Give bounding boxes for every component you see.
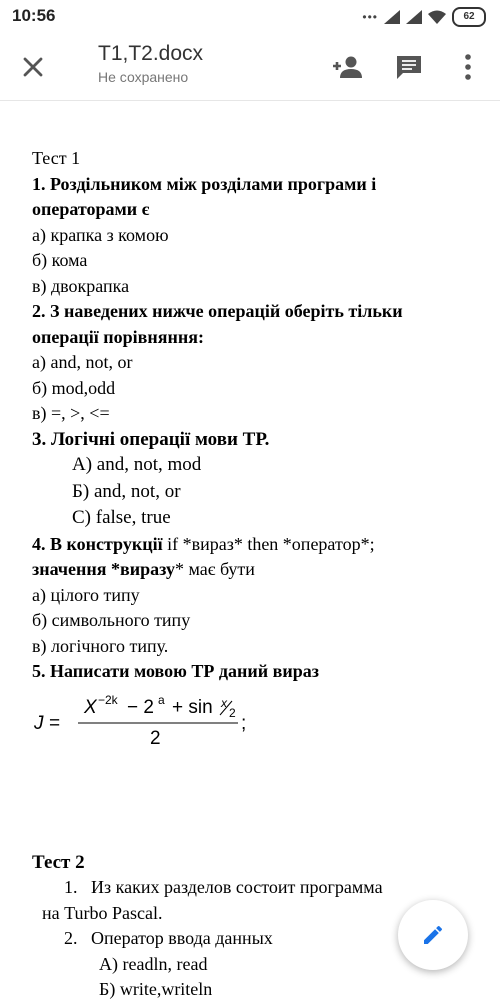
test1-title: Тест 1 [32,148,81,168]
person-add-icon[interactable] [331,54,363,80]
signal-2-icon [406,10,422,24]
q3-text: 3. Логічні операції мови ТР. [32,428,270,450]
status-bar [0,0,500,32]
blank-space [32,753,500,850]
document-title: T1,T2.docx [98,42,204,65]
notification-dots-icon: ••• [362,10,378,24]
q4-option-c: в) логічного типу. [32,635,169,656]
formula-frac-num: x [221,695,227,710]
q1-option-c: в) двокрапка [32,275,130,296]
q4-text-bold: 4. В конструкції [32,533,163,554]
more-vert-icon[interactable] [462,53,474,81]
q4-option-a: а) цілого типу [32,584,140,605]
save-status: Не сохранено [98,69,189,85]
test2-title: Тест 2 [32,851,85,873]
q4-option-b: б) символьного типу [32,610,191,630]
q4-text-cont-bold: значення *виразу [32,559,175,579]
document-view[interactable] [0,100,500,999]
q1-option-b: б) кома [32,250,88,270]
t2-q1-number: 1. [64,877,78,897]
q3-option-b: Б) and, not, or [72,480,181,502]
q1-option-a: а) крапка з комою [32,224,169,245]
q2-option-a: а) and, not, or [32,352,133,372]
edit-button[interactable] [398,900,468,970]
q1-text: 1. Роздільником між розділами програми і [32,173,377,194]
q5-text: 5. Написати мовою ТР даний вираз [32,661,319,681]
document-content [32,146,500,999]
q2-option-c: в) =, >, <= [32,403,110,423]
comment-icon[interactable] [395,54,423,80]
q4-text-rest: if *вираз* then *оператор*; [162,533,375,554]
status-time: 10:56 [12,6,56,25]
title-block [98,42,203,85]
formula-denominator: 2 [150,727,161,749]
q4-text-cont-rest: * має бути [174,559,255,579]
wifi-icon [428,10,446,24]
signal-icon [384,10,400,24]
q2-text: 2. З наведених нижче операцій оберіть тільки [32,301,403,321]
formula-x-exponent: −2k [98,692,118,707]
close-icon[interactable] [20,54,46,80]
q3-option-c: С) false, true [72,507,171,528]
status-icons [362,7,486,27]
formula-minus-two: − 2 [127,696,154,718]
formula-lhs: J = [34,712,60,734]
q3-option-a: А) and, not, mod [72,454,202,475]
formula-frac-den: 2 [229,705,236,720]
formula-semicolon: ; [241,712,247,734]
formula-image [32,693,292,749]
formula [32,693,500,749]
formula-x: X [84,696,97,718]
q2-text-cont: операції порівняння: [32,326,204,347]
t2-q2-option-a: А) readln, read [99,953,208,974]
q2-option-b: б) mod,odd [32,377,116,398]
app-bar [0,32,500,101]
t2-q2-number: 2. [64,928,78,948]
formula-plus-sin: + sin [172,696,213,718]
q4-text [32,532,500,558]
formula-two-exponent: a [158,692,165,707]
t2-q2-text: Оператор ввода данных [91,928,273,948]
pencil-icon [421,923,445,947]
t2-q1-text: Из каких разделов состоит программа [91,877,383,897]
q1-text-cont: операторами є [32,199,150,219]
q4-text-cont [32,557,500,583]
t2-q2-option-b: Б) write,writeln [99,979,213,999]
t2-q1-cont: на Turbo Pascal. [42,902,163,923]
battery-icon: 62 [452,7,486,27]
t2-q1 [32,875,500,901]
